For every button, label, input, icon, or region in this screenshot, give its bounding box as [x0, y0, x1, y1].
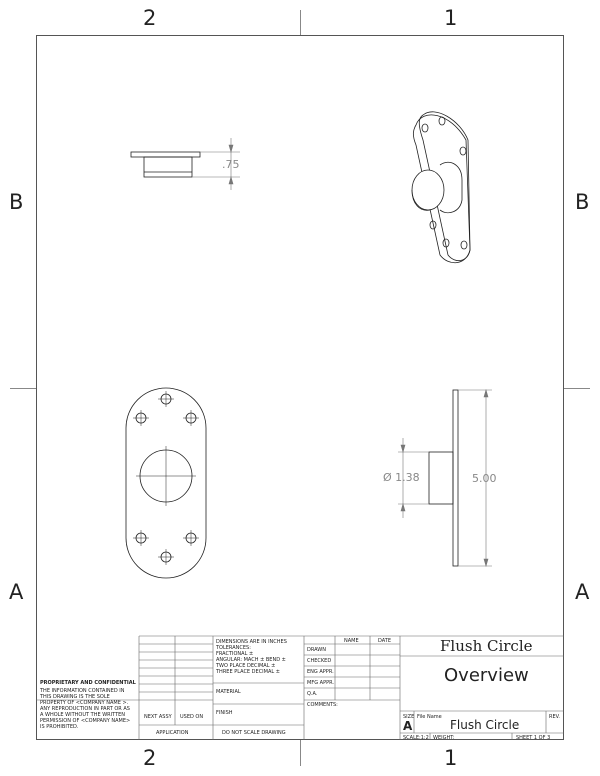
zone-label-bottom-1: 1 [444, 746, 458, 770]
file-name: Flush Circle [450, 718, 520, 732]
approval-row-checked: CHECKED [307, 658, 332, 664]
tolerance-line: DIMENSIONS ARE IN INCHES [216, 639, 287, 645]
front-view [126, 388, 206, 578]
proprietary-notice [40, 688, 130, 730]
tolerance-line: TWO PLACE DECIMAL ± [216, 663, 276, 669]
tolerance-line: FRACTIONAL ± [216, 651, 254, 657]
approval-row-qa: Q.A. [307, 691, 318, 697]
tolerance-line: TOLERANCES: [216, 645, 251, 651]
drawing-title: Flush Circle [440, 637, 533, 655]
next-assy-label: NEXT ASSY [144, 714, 172, 720]
rev-label: REV. [549, 714, 560, 720]
approval-row-eng: ENG APPR. [307, 669, 334, 675]
used-on-label: USED ON [180, 714, 204, 720]
material-label: MATERIAL [216, 689, 241, 695]
tolerance-line: ANGULAR: MACH ± BEND ± [216, 657, 286, 663]
thickness-dimension: .75 [222, 158, 240, 171]
date-header: DATE [378, 638, 392, 644]
application-label: APPLICATION [156, 730, 189, 736]
weight-label: WEIGHT: [433, 735, 455, 741]
drawing-subtitle: Overview [444, 665, 529, 686]
size-value: A [403, 719, 413, 733]
comments-label: COMMENTS: [307, 702, 338, 708]
name-header: NAME [344, 638, 359, 644]
do-not-scale-note: DO NOT SCALE DRAWING [222, 730, 286, 736]
diameter-dimension: Ø 1.38 [383, 471, 420, 484]
zone-label-right-b: B [575, 190, 590, 214]
approval-row-mfg: MFG APPR. [307, 680, 334, 686]
proprietary-line: THIS DRAWING IS THE SOLE [40, 694, 110, 700]
zone-label-right-a: A [575, 580, 590, 604]
zone-label-left-a: A [9, 580, 24, 604]
proprietary-line: PERMISSION OF <COMPANY NAME> [40, 718, 131, 724]
side-view [131, 152, 200, 177]
sheet-label: SHEET 1 OF 3 [516, 735, 551, 741]
zone-label-bottom-2: 2 [143, 746, 157, 770]
zone-label-top-2: 2 [143, 6, 157, 30]
proprietary-line: ANY REPRODUCTION IN PART OR AS [40, 706, 130, 712]
finish-label: FINISH [216, 710, 233, 716]
tolerances-block [216, 639, 287, 675]
approval-row-drawn: DRAWN [307, 647, 326, 653]
scale-label: SCALE:1:2 [403, 735, 429, 741]
isometric-view [412, 112, 470, 263]
file-name-label: File Name [417, 714, 442, 720]
zone-label-left-b: B [9, 190, 24, 214]
zone-label-top-1: 1 [444, 6, 458, 30]
proprietary-heading: PROPRIETARY AND CONFIDENTIAL [40, 680, 136, 686]
proprietary-line: A WHOLE WITHOUT THE WRITTEN [40, 712, 126, 718]
proprietary-line: PROPERTY OF <COMPANY NAME >. [40, 700, 129, 706]
tolerance-line: THREE PLACE DECIMAL ± [216, 669, 280, 675]
proprietary-line: THE INFORMATION CONTAINED IN [40, 688, 125, 694]
size-label: SIZE [403, 714, 415, 720]
proprietary-line: IS PROHIBITED. [40, 724, 79, 730]
right-side-view [429, 390, 458, 566]
length-dimension: 5.00 [472, 472, 497, 485]
